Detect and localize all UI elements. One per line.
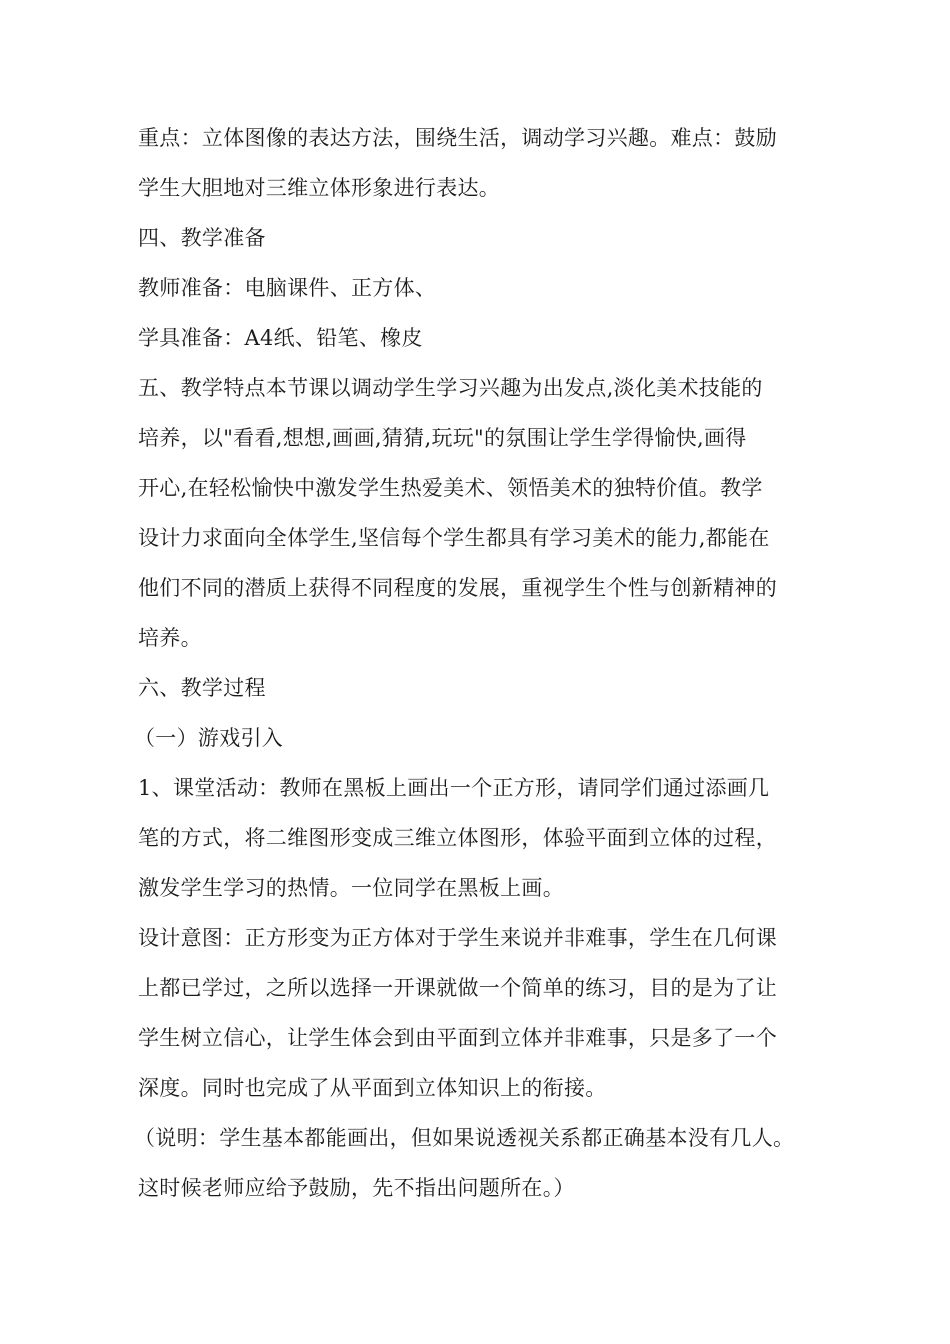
text-line: 学生树立信心，让学生体会到由平面到立体并非难事，只是多了一个 bbox=[138, 1026, 777, 1050]
text-line: 这时候老师应给予鼓励，先不指出问题所在。） bbox=[138, 1176, 575, 1200]
text-line: 学具准备：A4纸、铅笔、橡皮 bbox=[138, 326, 423, 350]
text-line: 培养，以"看看,想想,画画,猜猜,玩玩"的氛围让学生学得愉快,画得 bbox=[138, 426, 747, 450]
text-line: 培养。 bbox=[138, 626, 202, 650]
text-line: 设计意图：正方形变为正方体对于学生来说并非难事，学生在几何课 bbox=[138, 926, 777, 950]
text-line: 他们不同的潜质上获得不同程度的发展，重视学生个性与创新精神的 bbox=[138, 576, 777, 600]
text-line: 开心,在轻松愉快中激发学生热爱美术、领悟美术的独特价值。教学 bbox=[138, 476, 763, 500]
text-line: 深度。同时也完成了从平面到立体知识上的衔接。 bbox=[138, 1076, 607, 1100]
text-line: 设计力求面向全体学生,坚信每个学生都具有学习美术的能力,都能在 bbox=[138, 526, 770, 550]
text-line: 激发学生学习的热情。一位同学在黑板上画。 bbox=[138, 876, 564, 900]
text-line: 1、课堂活动：教师在黑板上画出一个正方形，请同学们通过添画几 bbox=[138, 776, 770, 800]
text-line: （说明：学生基本都能画出，但如果说透视关系都正确基本没有几人。 bbox=[134, 1126, 795, 1150]
section-heading: 六、教学过程 bbox=[138, 676, 266, 700]
text-line: 上都已学过，之所以选择一开课就做一个简单的练习，目的是为了让 bbox=[138, 976, 777, 1000]
section-heading: 四、教学准备 bbox=[138, 226, 266, 250]
text-line: 教师准备：电脑课件、正方体、 bbox=[138, 276, 437, 300]
text-line: 学生大胆地对三维立体形象进行表达。 bbox=[138, 176, 501, 200]
text-line: 五、教学特点本节课以调动学生学习兴趣为出发点,淡化美术技能的 bbox=[138, 376, 763, 400]
text-line: 笔的方式，将二维图形变成三维立体图形，体验平面到立体的过程， bbox=[138, 826, 777, 850]
text-line: 重点：立体图像的表达方法，围绕生活，调动学习兴趣。难点：鼓励 bbox=[138, 126, 777, 150]
subsection-heading: （一）游戏引入 bbox=[134, 726, 284, 750]
